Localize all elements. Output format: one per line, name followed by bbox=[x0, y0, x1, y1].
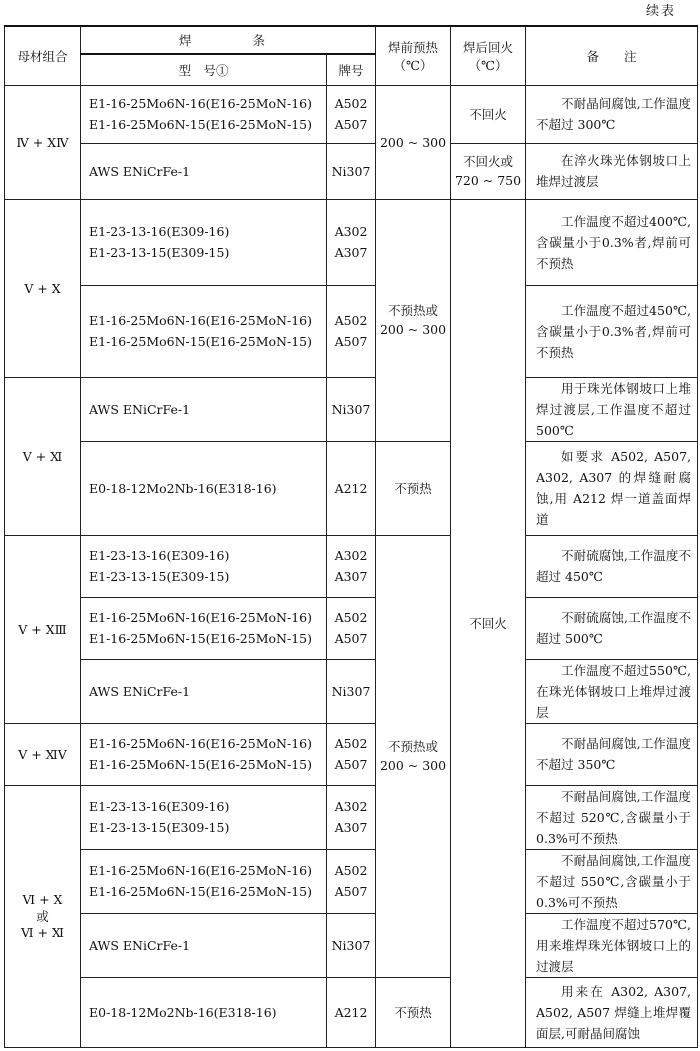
electrode-type-cell bbox=[81, 659, 327, 723]
electrode-grade-cell bbox=[327, 377, 376, 441]
table-row bbox=[5, 659, 698, 723]
base-metal-label: Ⅳ + ⅩⅣ bbox=[16, 134, 69, 150]
electrode-grade: Ni307 bbox=[331, 401, 371, 417]
electrode-grade-cell bbox=[327, 977, 376, 1047]
electrode-type: E0-18-12Mo2Nb-16(E318-16) bbox=[89, 480, 277, 496]
electrode-grade: A502 bbox=[334, 863, 368, 878]
electrode-grade: A212 bbox=[334, 1004, 368, 1020]
continued-label: 续表 bbox=[645, 4, 676, 19]
base-metal-label: Ⅵ + Ⅺ bbox=[20, 925, 65, 940]
header-postheat-unit: （℃） bbox=[468, 57, 508, 73]
electrode-grade-cell bbox=[327, 849, 376, 913]
remark-cell: 用于珠光体钢坡口上堆焊过渡层,工作温度不超过 500℃ bbox=[526, 377, 698, 441]
remark-cell: 不耐晶间腐蚀,工作温度不超过 300℃ bbox=[526, 85, 698, 143]
electrode-type-cell bbox=[81, 535, 327, 597]
remark-cell: 工作温度不超过570℃,用来堆焊珠光体钢坡口上的过渡层 bbox=[526, 913, 698, 977]
electrode-type: E1-16-25Mo6N-16(E16-25MoN-16) bbox=[89, 96, 312, 111]
electrode-type-cell bbox=[81, 913, 327, 977]
table-row bbox=[5, 377, 698, 441]
electrode-type-cell bbox=[81, 597, 327, 659]
electrode-type: E1-16-25Mo6N-16(E16-25MoN-16) bbox=[89, 863, 312, 878]
electrode-type-cell bbox=[81, 85, 327, 143]
postheat-value: 720 ~ 750 bbox=[454, 173, 522, 188]
electrode-grade-cell bbox=[327, 659, 376, 723]
electrode-type-cell bbox=[81, 785, 327, 849]
electrode-grade: A502 bbox=[334, 736, 368, 751]
electrode-type: E1-23-13-16(E309-16) bbox=[89, 224, 230, 239]
base-metal-label: Ⅴ + Ⅹ bbox=[24, 280, 61, 296]
electrode-type: E1-16-25Mo6N-15(E16-25MoN-15) bbox=[89, 884, 312, 899]
electrode-grade: Ni307 bbox=[331, 937, 371, 953]
header-postheat bbox=[451, 26, 526, 85]
electrode-grade: A502 bbox=[334, 610, 368, 625]
header-electrode: 焊 条 bbox=[81, 26, 376, 54]
electrode-type: E1-23-13-15(E309-15) bbox=[89, 820, 230, 835]
preheat-cell bbox=[376, 85, 451, 199]
electrode-grade: A307 bbox=[334, 569, 368, 584]
remark-cell: 在淬火珠光体钢坡口上堆焊过渡层 bbox=[526, 143, 698, 199]
table-row bbox=[5, 597, 698, 659]
postheat-cell bbox=[451, 85, 526, 143]
electrode-grade: A507 bbox=[334, 757, 368, 772]
electrode-type: E1-16-25Mo6N-16(E16-25MoN-16) bbox=[89, 736, 312, 751]
electrode-type: E1-23-13-15(E309-15) bbox=[89, 569, 230, 584]
electrode-type: E0-18-12Mo2Nb-16(E318-16) bbox=[89, 1004, 277, 1020]
postheat-value: 不回火 bbox=[469, 615, 507, 631]
table-row bbox=[5, 143, 698, 199]
electrode-type: AWS ENiCrFe-1 bbox=[89, 937, 191, 953]
preheat-value: 不预热或 bbox=[388, 303, 439, 318]
electrode-grade-cell bbox=[327, 535, 376, 597]
electrode-type-cell bbox=[81, 143, 327, 199]
electrode-grade-cell bbox=[327, 723, 376, 785]
remark-cell: 不耐硫腐蚀,工作温度不超过 450℃ bbox=[526, 535, 698, 597]
electrode-grade-cell bbox=[327, 597, 376, 659]
preheat-value: 200 ~ 300 bbox=[379, 134, 447, 150]
remark-cell: 不耐硫腐蚀,工作温度不超过 500℃ bbox=[526, 597, 698, 659]
electrode-grade: A302 bbox=[334, 799, 368, 814]
electrode-grade: Ni307 bbox=[331, 683, 371, 699]
electrode-type-cell bbox=[81, 441, 327, 535]
base-metal-cell bbox=[5, 85, 81, 199]
electrode-type: AWS ENiCrFe-1 bbox=[89, 163, 191, 179]
base-metal-label: Ⅴ + ⅩⅢ bbox=[18, 621, 67, 637]
postheat-cell bbox=[451, 143, 526, 199]
preheat-value: 不预热 bbox=[394, 1004, 432, 1020]
base-metal-cell bbox=[5, 785, 81, 1047]
remark-cell: 工作温度不超过550℃,在珠光体钢坡口上堆焊过渡层 bbox=[526, 659, 698, 723]
table-row bbox=[5, 285, 698, 377]
electrode-grade: A307 bbox=[334, 820, 368, 835]
electrode-type-cell bbox=[81, 849, 327, 913]
base-metal-cell bbox=[5, 723, 81, 785]
remark-cell: 不耐晶间腐蚀,工作温度不超过 550℃,含碳量小于0.3%可不预热 bbox=[526, 849, 698, 913]
electrode-grade: A302 bbox=[334, 224, 368, 239]
electrode-type: E1-16-25Mo6N-15(E16-25MoN-15) bbox=[89, 117, 312, 132]
electrode-grade: A507 bbox=[334, 117, 368, 132]
electrode-grade-cell bbox=[327, 913, 376, 977]
header-remark: 备 注 bbox=[526, 26, 698, 85]
electrode-grade: A507 bbox=[334, 334, 368, 349]
base-metal-cell bbox=[5, 377, 81, 535]
electrode-type: E1-23-13-16(E309-16) bbox=[89, 799, 230, 814]
postheat-cell bbox=[451, 199, 526, 1047]
header-type: 型 号① bbox=[81, 54, 327, 85]
electrode-grade-cell bbox=[327, 85, 376, 143]
electrode-grade: A502 bbox=[334, 96, 368, 111]
electrode-type: E1-16-25Mo6N-16(E16-25MoN-16) bbox=[89, 610, 312, 625]
table-row bbox=[5, 913, 698, 977]
postheat-value: 不回火或 bbox=[463, 154, 514, 169]
electrode-type: E1-23-13-16(E309-16) bbox=[89, 548, 230, 563]
electrode-type: E1-16-25Mo6N-15(E16-25MoN-15) bbox=[89, 757, 312, 772]
remark-cell: 如要求 A502, A507, A302, A307 的焊缝耐腐蚀,用 A212 焊一道盖面焊道 bbox=[526, 441, 698, 535]
electrode-grade: A507 bbox=[334, 884, 368, 899]
table-body bbox=[5, 85, 698, 1047]
base-metal-label: Ⅵ + Ⅹ bbox=[22, 892, 63, 907]
remark-cell: 工作温度不超过450℃, 含碳量小于0.3%者,焊前可不预热 bbox=[526, 285, 698, 377]
electrode-type-cell bbox=[81, 285, 327, 377]
base-metal-cell bbox=[5, 535, 81, 723]
preheat-cell bbox=[376, 199, 451, 441]
electrode-type-cell bbox=[81, 977, 327, 1047]
preheat-value: 200 ~ 300 bbox=[379, 322, 447, 337]
preheat-cell bbox=[376, 977, 451, 1047]
electrode-type: E1-23-13-15(E309-15) bbox=[89, 245, 230, 260]
table-row bbox=[5, 441, 698, 535]
table-row bbox=[5, 977, 698, 1047]
table-row bbox=[5, 849, 698, 913]
electrode-type: AWS ENiCrFe-1 bbox=[89, 401, 191, 417]
preheat-value: 200 ~ 300 bbox=[379, 758, 447, 773]
header-preheat-unit: （℃） bbox=[393, 57, 433, 73]
header-preheat bbox=[376, 26, 451, 85]
table-row bbox=[5, 199, 698, 285]
base-metal-label: Ⅴ + Ⅺ bbox=[22, 448, 63, 464]
electrode-type-cell bbox=[81, 199, 327, 285]
electrode-type: E1-16-25Mo6N-15(E16-25MoN-15) bbox=[89, 631, 312, 646]
preheat-cell bbox=[376, 441, 451, 535]
electrode-type: E1-16-25Mo6N-16(E16-25MoN-16) bbox=[89, 313, 312, 328]
preheat-value: 不预热 bbox=[394, 480, 432, 496]
electrode-grade-cell bbox=[327, 441, 376, 535]
electrode-grade: A212 bbox=[334, 480, 368, 496]
electrode-type: E1-16-25Mo6N-15(E16-25MoN-15) bbox=[89, 334, 312, 349]
electrode-grade-cell bbox=[327, 285, 376, 377]
remark-cell: 用来在 A302, A307, A502, A507 焊缝上堆焊覆面层,可耐晶间腐蚀 bbox=[526, 977, 698, 1047]
electrode-grade-cell bbox=[327, 785, 376, 849]
electrode-grade: A502 bbox=[334, 313, 368, 328]
postheat-value: 不回火 bbox=[469, 106, 507, 122]
electrode-grade: A307 bbox=[334, 245, 368, 260]
base-metal-cell bbox=[5, 199, 81, 377]
table-row bbox=[5, 535, 698, 597]
table-row bbox=[5, 85, 698, 143]
remark-cell: 不耐晶间腐蚀,工作温度不超过 350℃ bbox=[526, 723, 698, 785]
preheat-cell bbox=[376, 535, 451, 977]
electrode-grade: A507 bbox=[334, 631, 368, 646]
electrode-table bbox=[4, 25, 698, 1048]
electrode-type-cell bbox=[81, 723, 327, 785]
header-base-metal: 母材组合 bbox=[5, 26, 81, 85]
electrode-grade-cell bbox=[327, 199, 376, 285]
remark-cell: 不耐晶间腐蚀,工作温度不超过 520℃,含碳量小于0.3%可不预热 bbox=[526, 785, 698, 849]
table-row bbox=[5, 785, 698, 849]
header-preheat-line: 焊前预热 bbox=[388, 39, 439, 55]
preheat-value: 不预热或 bbox=[388, 739, 439, 754]
electrode-type: AWS ENiCrFe-1 bbox=[89, 683, 191, 699]
remark-cell: 工作温度不超过400℃, 含碳量小于0.3%者,焊前可不预热 bbox=[526, 199, 698, 285]
base-metal-label: Ⅴ + ⅪⅤ bbox=[18, 746, 67, 762]
header-grade: 牌号 bbox=[327, 54, 376, 85]
electrode-grade: Ni307 bbox=[331, 163, 371, 179]
electrode-type-cell bbox=[81, 377, 327, 441]
electrode-grade: A302 bbox=[334, 548, 368, 563]
electrode-grade-cell bbox=[327, 143, 376, 199]
base-metal-label: 或 bbox=[36, 909, 49, 924]
table-row bbox=[5, 723, 698, 785]
header-postheat-line: 焊后回火 bbox=[463, 39, 514, 55]
